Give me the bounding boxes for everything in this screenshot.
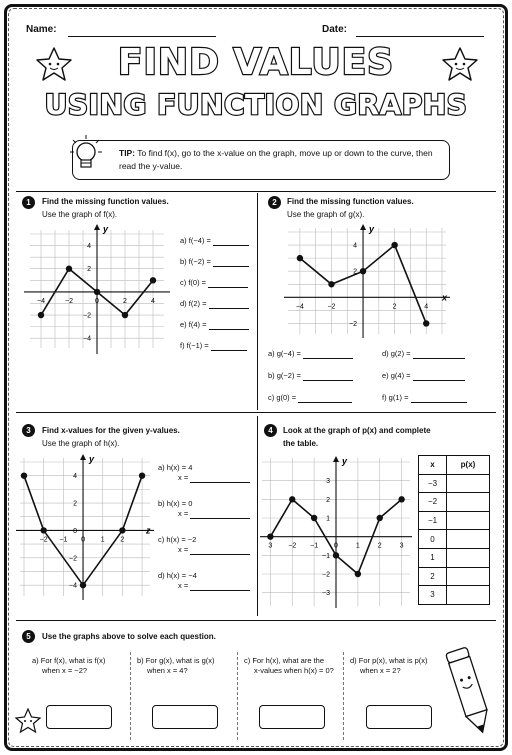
x-tick-label: 2 (120, 536, 125, 544)
x-axis-label: x (442, 292, 448, 303)
data-point (80, 582, 86, 588)
y-axis-arrow (80, 454, 86, 460)
y-tick-label: 2 (353, 268, 358, 276)
q3-item: b) h(x) = 0 x = (158, 499, 250, 535)
q2-item: d) g(2) = (382, 349, 465, 359)
q1-item: c) f(0) = (180, 278, 249, 299)
q2-graph (282, 222, 452, 340)
y-tick-label: −3 (322, 590, 330, 598)
x-tick-label: 2 (377, 542, 382, 550)
y-tick-label: −2 (69, 555, 78, 563)
y-axis-label: y (103, 224, 109, 234)
q2-item: a) g(−4) = (268, 349, 353, 359)
q3-number: 3 (22, 424, 35, 437)
q1-item: f) f(−1) = (180, 341, 249, 362)
q2-item: f) g(1) = (382, 393, 467, 403)
x-tick-label: −2 (65, 297, 73, 305)
title-line-1: FIND VALUES (117, 42, 395, 83)
table-input[interactable] (447, 567, 490, 586)
y-tick-label: 4 (73, 473, 78, 481)
q3-title: Find x-values for the given y-values. (42, 426, 180, 435)
q1-subtitle: Use the graph of f(x). (42, 210, 118, 219)
q3-questions (158, 463, 250, 607)
y-tick-label: 0 (73, 527, 78, 535)
y-tick-label: 2 (87, 266, 91, 274)
q2-title: Find the missing function values. (287, 197, 414, 206)
x-tick-label: −4 (295, 303, 304, 311)
y-tick-label: 4 (87, 243, 91, 251)
x-tick-label: 3 (268, 542, 273, 550)
q1-title: Find the missing function values. (42, 197, 169, 206)
q2-number: 2 (268, 196, 281, 209)
q2-item: c) g(0) = (268, 393, 352, 403)
answer-blank[interactable] (209, 329, 249, 330)
table-row: −2 (419, 493, 490, 512)
title-line-2: USING FUNCTION GRAPHS (44, 88, 468, 121)
divider-middle (16, 412, 496, 413)
q1-graph (22, 222, 172, 356)
table-row: 2 (419, 567, 490, 586)
data-point (328, 281, 334, 287)
q1-item: b) f(−2) = (180, 257, 249, 278)
answer-blank[interactable] (208, 287, 248, 288)
lightbulb-icon (66, 130, 106, 178)
table-input[interactable] (447, 548, 490, 567)
x-axis-label: z (146, 525, 151, 536)
y-tick-label: −2 (322, 571, 330, 579)
y-tick-label: −4 (83, 335, 91, 343)
q5-answer-box-c[interactable] (259, 705, 325, 729)
q5-item-b: b) For g(x), what is g(x) when x = 4? (137, 656, 215, 675)
data-point (40, 527, 46, 533)
q1-questions (180, 236, 249, 362)
q5-answer-box-d[interactable] (366, 705, 432, 729)
q4-title-2: the table. (283, 439, 319, 448)
y-tick-label: −1 (322, 552, 330, 560)
data-point (289, 496, 295, 502)
answer-blank[interactable] (413, 358, 465, 359)
q1-item: d) f(2) = (180, 299, 249, 320)
data-point (267, 533, 273, 539)
x-tick-label: 3 (399, 542, 404, 550)
q3-item: c) h(x) = −2 x = (158, 535, 250, 571)
x-tick-label: −2 (327, 303, 336, 311)
q5-title: Use the graphs above to solve each question. (42, 632, 216, 641)
y-tick-label: 3 (326, 478, 330, 486)
x-tick-label: −2 (39, 536, 48, 544)
x-tick-label: −1 (310, 542, 319, 550)
table-input[interactable] (447, 493, 490, 512)
date-label: Date: (322, 24, 348, 35)
star-bottom-icon (14, 708, 42, 734)
x-tick-label: 0 (95, 297, 99, 305)
data-point (122, 312, 128, 318)
x-tick-label: 1 (355, 542, 360, 550)
q5-answer-box-a[interactable] (46, 705, 112, 729)
y-tick-label: −4 (69, 582, 78, 590)
tip-box (72, 140, 450, 180)
table-input[interactable] (447, 586, 490, 605)
q4-graph (258, 454, 414, 610)
x-tick-label: −4 (37, 297, 45, 305)
x-tick-label: −2 (288, 542, 297, 550)
answer-blank[interactable] (190, 590, 250, 591)
x-tick-label: −1 (59, 536, 68, 544)
tip-label: TIP: (119, 148, 136, 158)
name-field[interactable] (68, 36, 216, 37)
q4-number: 4 (264, 424, 277, 437)
data-point (119, 527, 125, 533)
q1-item: a) f(−4) = (180, 236, 249, 257)
pencil-mascot-icon (440, 640, 500, 740)
data-point (398, 496, 404, 502)
table-input[interactable] (447, 511, 490, 530)
q4-title: Look at the graph of p(x) and complete (283, 426, 431, 435)
x-tick-label: 1 (100, 536, 105, 544)
answer-blank[interactable] (413, 380, 465, 381)
data-point (94, 289, 100, 295)
data-point (21, 472, 27, 478)
data-point (360, 268, 366, 274)
data-point (311, 515, 317, 521)
answer-blank[interactable] (190, 554, 250, 555)
answer-blank[interactable] (298, 402, 352, 403)
answer-blank[interactable] (209, 308, 249, 309)
answer-blank[interactable] (190, 482, 250, 483)
divider-vertical-top (257, 193, 258, 410)
answer-blank[interactable] (190, 518, 250, 519)
table-row: 1 (419, 548, 490, 567)
date-field[interactable] (356, 36, 484, 37)
q1-number: 1 (22, 196, 35, 209)
q5-item-d: d) For p(x), what is p(x) when x = 2? (350, 656, 428, 675)
y-axis-label: y (342, 456, 348, 466)
data-point (355, 571, 361, 577)
q4-table (418, 455, 490, 605)
y-tick-label: 2 (326, 496, 330, 504)
y-axis-arrow (333, 456, 339, 462)
q5-item-c: c) For h(x), what are the x-values when h(x) = 0? (244, 656, 334, 675)
divider-bottom (16, 620, 496, 621)
y-axis-label: y (369, 224, 375, 234)
data-point (38, 312, 44, 318)
x-tick-label: 4 (151, 297, 155, 305)
x-tick-label: 2 (123, 297, 127, 305)
q3-subtitle: Use the graph of h(x). (42, 439, 120, 448)
table-input[interactable] (447, 530, 490, 549)
data-point (139, 472, 145, 478)
q2-item: b) g(−2) = (268, 371, 353, 381)
answer-blank[interactable] (213, 245, 249, 246)
q3-item: d) h(x) = −4 x = (158, 571, 250, 607)
q5-number: 5 (22, 630, 35, 643)
q3-graph (14, 452, 156, 602)
y-tick-label: 1 (326, 515, 330, 523)
data-point (333, 552, 339, 558)
name-label: Name: (26, 24, 57, 35)
table-header-x: x (419, 456, 447, 475)
q5-divider (237, 652, 238, 740)
data-point (150, 277, 156, 283)
y-tick-label: −2 (349, 320, 358, 328)
q5-item-a: a) For f(x), what is f(x) when x = −2? (32, 656, 106, 675)
y-axis-label: y (89, 454, 95, 464)
answer-blank[interactable] (213, 266, 249, 267)
answer-blank[interactable] (303, 380, 353, 381)
q1-item: e) f(4) = (180, 320, 249, 341)
answer-blank[interactable] (211, 350, 247, 351)
data-point (297, 255, 303, 261)
answer-blank[interactable] (411, 402, 467, 403)
table-input[interactable] (447, 474, 490, 493)
table-row: 0 (419, 530, 490, 549)
q2-item: e) g(4) = (382, 371, 465, 381)
table-row: −1 (419, 511, 490, 530)
y-tick-label: −2 (83, 312, 91, 320)
y-axis-arrow (360, 224, 366, 230)
tip-text: To find f(x), go to the x-value on the graph, move up or down to the curve, then read the y-value. (119, 148, 433, 171)
divider-top (16, 191, 496, 192)
y-tick-label: 2 (73, 500, 78, 508)
q2-subtitle: Use the graph of g(x). (287, 210, 365, 219)
x-tick-label: 0 (334, 542, 338, 550)
q5-answer-box-b[interactable] (152, 705, 218, 729)
table-row: −3 (419, 474, 490, 493)
data-point (423, 320, 429, 326)
q3-item: a) h(x) = 4 x = (158, 463, 250, 499)
answer-blank[interactable] (303, 358, 353, 359)
table-header-px: p(x) (447, 456, 490, 475)
y-tick-label: 4 (353, 242, 358, 250)
data-point (377, 515, 383, 521)
x-tick-label: 0 (81, 536, 85, 544)
data-point (391, 242, 397, 248)
table-row: 3 (419, 586, 490, 605)
x-tick-label: 4 (424, 303, 429, 311)
data-point (66, 266, 72, 272)
y-axis-arrow (94, 224, 100, 230)
x-tick-label: 2 (392, 303, 397, 311)
